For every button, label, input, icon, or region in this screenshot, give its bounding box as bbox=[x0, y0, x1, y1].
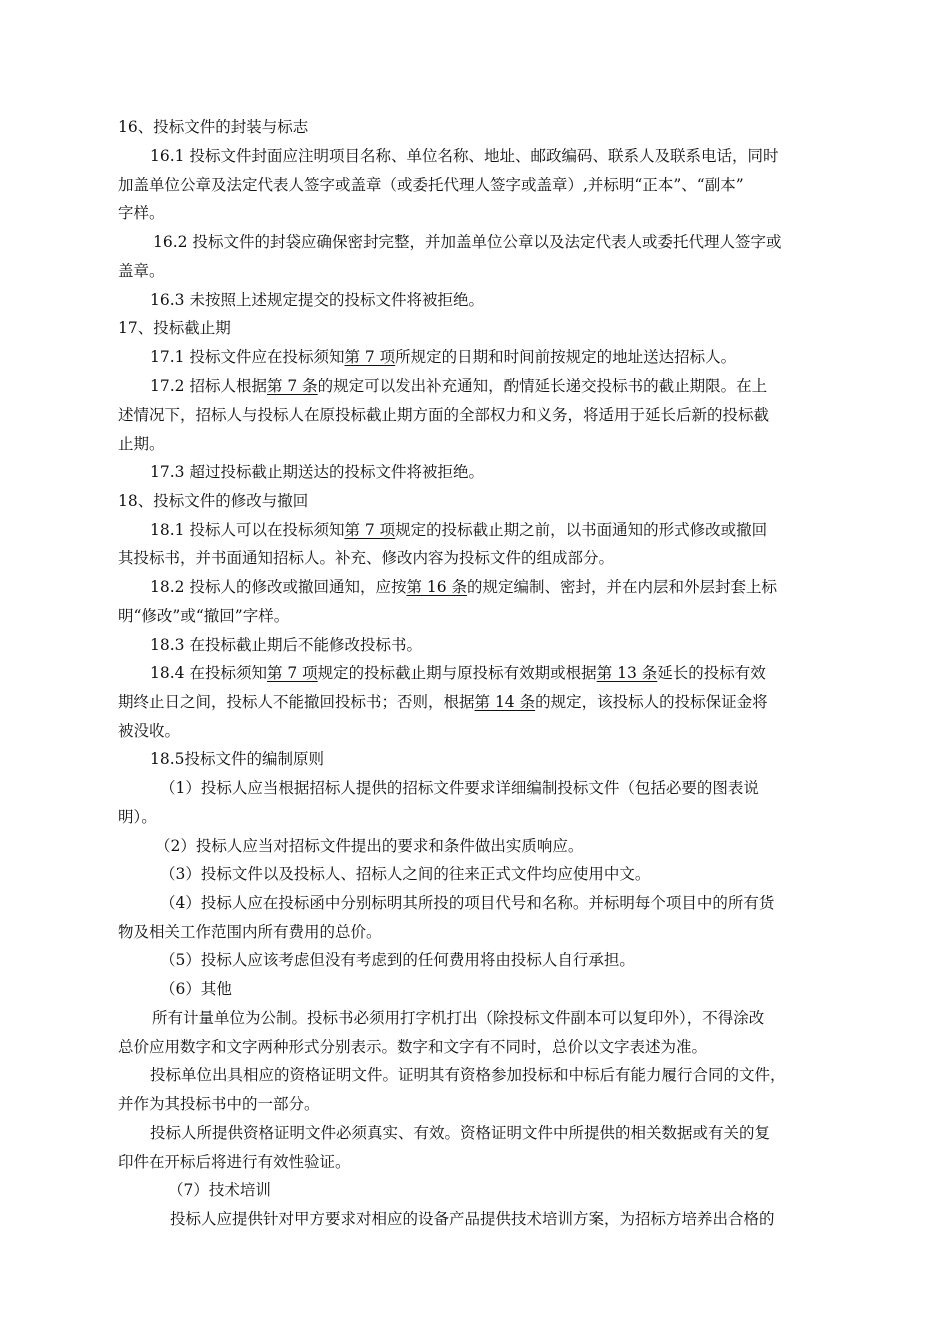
para-17-2-line-2: 述情况下，招标人与投标人在原投标截止期方面的全部权力和义务，将适用于延长后新的投标截 bbox=[118, 406, 770, 424]
para-18-3: 18.3 在投标截止期后不能修改投标书。 bbox=[150, 636, 422, 654]
para-16-1-line-1: 16.1 投标文件封面应注明项目名称、单位名称、地址、邮政编码、联系人及联系电话，同时 bbox=[150, 147, 779, 165]
item-6-para-c-line-2: 印件在开标后将进行有效性验证。 bbox=[118, 1153, 351, 1171]
item-6-heading: （6）其他 bbox=[160, 980, 232, 998]
para-17-1-text-a: 17.1 投标文件应在投标须知 bbox=[150, 348, 345, 366]
para-18-4-line-3: 被没收。 bbox=[118, 722, 181, 740]
item-4-line-2: 物及相关工作范围内所有费用的总价。 bbox=[118, 923, 382, 941]
item-4-line-1: （4）投标人应在投标函中分别标明其所投的项目代号和名称。并标明每个项目中的所有货 bbox=[160, 894, 775, 912]
para-18-1-ref: 第 7 项 bbox=[344, 521, 396, 539]
para-16-1-line-2: 加盖单位公章及法定代表人签字或盖章（或委托代理人签字或盖章）,并标明“正本”、“副本” bbox=[118, 176, 744, 194]
para-18-2-text-b: 的规定编制、密封，并在内层和外层封套上标 bbox=[467, 578, 778, 596]
para-17-2-ref: 第 7 条 bbox=[266, 377, 318, 395]
para-16-2-line-2: 盖章。 bbox=[118, 262, 165, 280]
para-18-1-line-1 bbox=[150, 520, 767, 540]
para-17-2-line-1 bbox=[150, 376, 767, 396]
para-18-2-text-a: 18.2 投标人的修改或撤回通知，应按 bbox=[150, 578, 407, 596]
para-17-1-ref: 第 7 项 bbox=[344, 348, 396, 366]
para-17-3: 17.3 超过投标截止期送达的投标文件将被拒绝。 bbox=[150, 463, 484, 481]
para-16-3: 16.3 未按照上述规定提交的投标文件将被拒绝。 bbox=[150, 291, 484, 309]
item-6-para-a-line-1: 所有计量单位为公制。投标书必须用打字机打出（除投标文件副本可以复印外），不得涂改 bbox=[152, 1009, 765, 1027]
item-1-line-2: 明）。 bbox=[118, 808, 157, 826]
para-17-2-text-a: 17.2 招标人根据 bbox=[150, 377, 267, 395]
para-18-1-text-b: 规定的投标截止期之前，以书面通知的形式修改或撤回 bbox=[395, 521, 768, 539]
item-5: （5）投标人应该考虑但没有考虑到的任何费用将由投标人自行承担。 bbox=[160, 951, 635, 969]
para-18-4-text-c: 延长的投标有效 bbox=[657, 664, 766, 682]
para-16-2-line-1: 16.2 投标文件的封袋应确保密封完整，并加盖单位公章以及法定代表人或委托代理人签字或 bbox=[153, 233, 782, 251]
para-17-2-line-3: 止期。 bbox=[118, 435, 165, 453]
item-6-para-c-line-1: 投标人所提供资格证明文件必须真实、有效。资格证明文件中所提供的相关数据或有关的复 bbox=[150, 1124, 771, 1142]
item-3: （3）投标文件以及投标人、招标人之间的往来正式文件均应使用中文。 bbox=[160, 865, 651, 883]
para-18-4-ref-2: 第 13 条 bbox=[596, 664, 658, 682]
item-6-para-b-line-2: 并作为其投标书中的一部分。 bbox=[118, 1095, 320, 1113]
para-18-5-heading: 18.5投标文件的编制原则 bbox=[150, 750, 325, 768]
para-18-2-ref: 第 16 条 bbox=[406, 578, 468, 596]
para-18-4-line-1 bbox=[150, 663, 766, 683]
item-7-heading: （7）技术培训 bbox=[168, 1181, 271, 1199]
item-2: （2）投标人应当对招标文件提出的要求和条件做出实质响应。 bbox=[155, 837, 584, 855]
para-17-1 bbox=[150, 347, 736, 367]
para-18-4-line-2-text-b: 的规定，该投标人的投标保证金将 bbox=[535, 693, 768, 711]
para-16-1-line-3: 字样。 bbox=[118, 204, 165, 222]
para-18-1-text-a: 18.1 投标人可以在投标须知 bbox=[150, 521, 345, 539]
para-17-1-text-b: 所规定的日期和时间前按规定的地址送达招标人。 bbox=[395, 348, 737, 366]
item-1-line-1: （1）投标人应当根据招标人提供的招标文件要求详细编制投标文件（包括必要的图表说 bbox=[160, 779, 759, 797]
para-18-4-text-a: 18.4 在投标须知 bbox=[150, 664, 267, 682]
item-6-para-a-line-2: 总价应用数字和文字两种形式分别表示。数字和文字有不同时，总价以文字表述为准。 bbox=[118, 1038, 708, 1056]
section-16-heading: 16、投标文件的封装与标志 bbox=[118, 118, 309, 136]
para-18-1-line-2: 其投标书，并书面通知招标人。补充、修改内容为投标文件的组成部分。 bbox=[118, 549, 615, 567]
section-17-heading: 17、投标截止期 bbox=[118, 319, 231, 337]
para-18-2-line-2: 明“修改”或“撤回”字样。 bbox=[118, 607, 290, 625]
para-18-2-line-1 bbox=[150, 577, 777, 597]
item-6-para-b-line-1: 投标单位出具相应的资格证明文件。证明其有资格参加投标和中标后有能力履行合同的文件， bbox=[150, 1066, 786, 1084]
para-18-4-ref-3: 第 14 条 bbox=[474, 693, 536, 711]
item-7-line-1: 投标人应提供针对甲方要求对相应的设备产品提供技术培训方案，为招标方培养出合格的 bbox=[170, 1210, 775, 1228]
para-18-4-line-2 bbox=[118, 692, 768, 712]
para-18-4-text-b: 规定的投标截止期与原投标有效期或根据 bbox=[317, 664, 597, 682]
para-18-4-line-2-text-a: 期终止日之间，投标人不能撤回投标书；否则，根据 bbox=[118, 693, 475, 711]
para-18-4-ref-1: 第 7 项 bbox=[266, 664, 318, 682]
para-17-2-text-b: 的规定可以发出补充通知，酌情延长递交投标书的截止期限。在上 bbox=[317, 377, 768, 395]
section-18-heading: 18、投标文件的修改与撤回 bbox=[118, 492, 309, 510]
